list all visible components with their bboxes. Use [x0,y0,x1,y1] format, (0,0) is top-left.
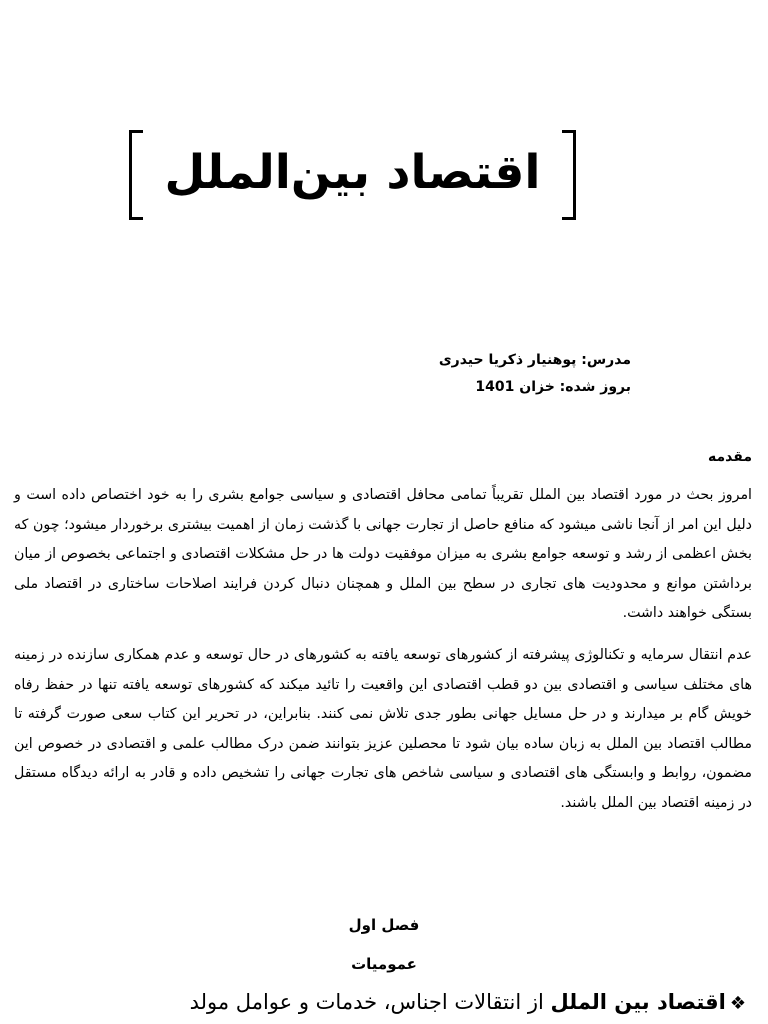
bullet-text: از انتقالات اجناس، خدمات و عوامل مولد [189,990,551,1014]
meta-block [311,347,631,401]
chapter-title: عمومیات [351,955,417,973]
bullet-line [26,985,746,1021]
document-title: اقتصاد بین‌الملل [164,145,541,200]
title-block [125,130,580,225]
chapter-number: فصل اول [348,916,420,934]
intro-paragraph-2: عدم انتقال سرمایه و تکنالوژی پیشرفته از کشورهای توسعه یافته به کشورهای در حال توسعه و عدم همکاری سازنده در زمینه های مختلف سیاسی و اقتصادی بین دو قطب اقتصادی این واقعیت را تائید میکند که کشورهای توسعه یافته تنها در حفظ رفاه خویش گام بر میدارند و در حل مسایل جهانی بطور جدی تلاش نمی کنند. بنابراین، در تحریر این کتاب سعی صورت گرفته تا مطالب اقتصاد بین الملل به زبان ساده بیان شود تا محصلین عزیز بتوانند ضمن درک مطالب علمی و اقتصادی در خصوص این مضمون، روابط و وابستگی های اقتصادی و سیاسی شاخص های تجارت جهانی را تشخیص داده و قادر به ارائه دیدگاه مستقل در زمینه اقتصاد بین الملل باشند. [14,647,752,811]
right-bracket [562,130,576,220]
left-bracket [129,130,143,220]
updated-line: بروز شده: خزان 1401 [475,379,631,395]
intro-paragraph-1: امروز بحث در مورد اقتصاد بین الملل تقریباً تمامی محافل اقتصادی و سیاسی جوامع بشری را به خود اختصاص داده است و دلیل این امر از آنجا ناشی میشود که منافع حاصل از تجارت جهانی با گذشت زمان از اهمیت بیشتری برخوردار میشود؛ چون که بخش اعظمی از رشد و توسعه جوامع بشری به میزان موفقیت دولت ها در حل مشکلات اقتصادی و اجتماعی بخصوص از میان برداشتن موانع و محدودیت های تجاری در سطح بین الملل و همچنان دنبال کردن فرایند اصلاحات ساختاری در اقتصاد ملی بستگی خواهند داشت. [14,487,752,621]
instructor-line: مدرس: پوهنیار ذکریا حیدری [438,352,631,368]
intro-heading: مقدمه [708,449,752,465]
diamond-bullet-icon: ❖ [729,993,746,1014]
bullet-bold-text: اقتصاد بین الملل [550,990,726,1014]
